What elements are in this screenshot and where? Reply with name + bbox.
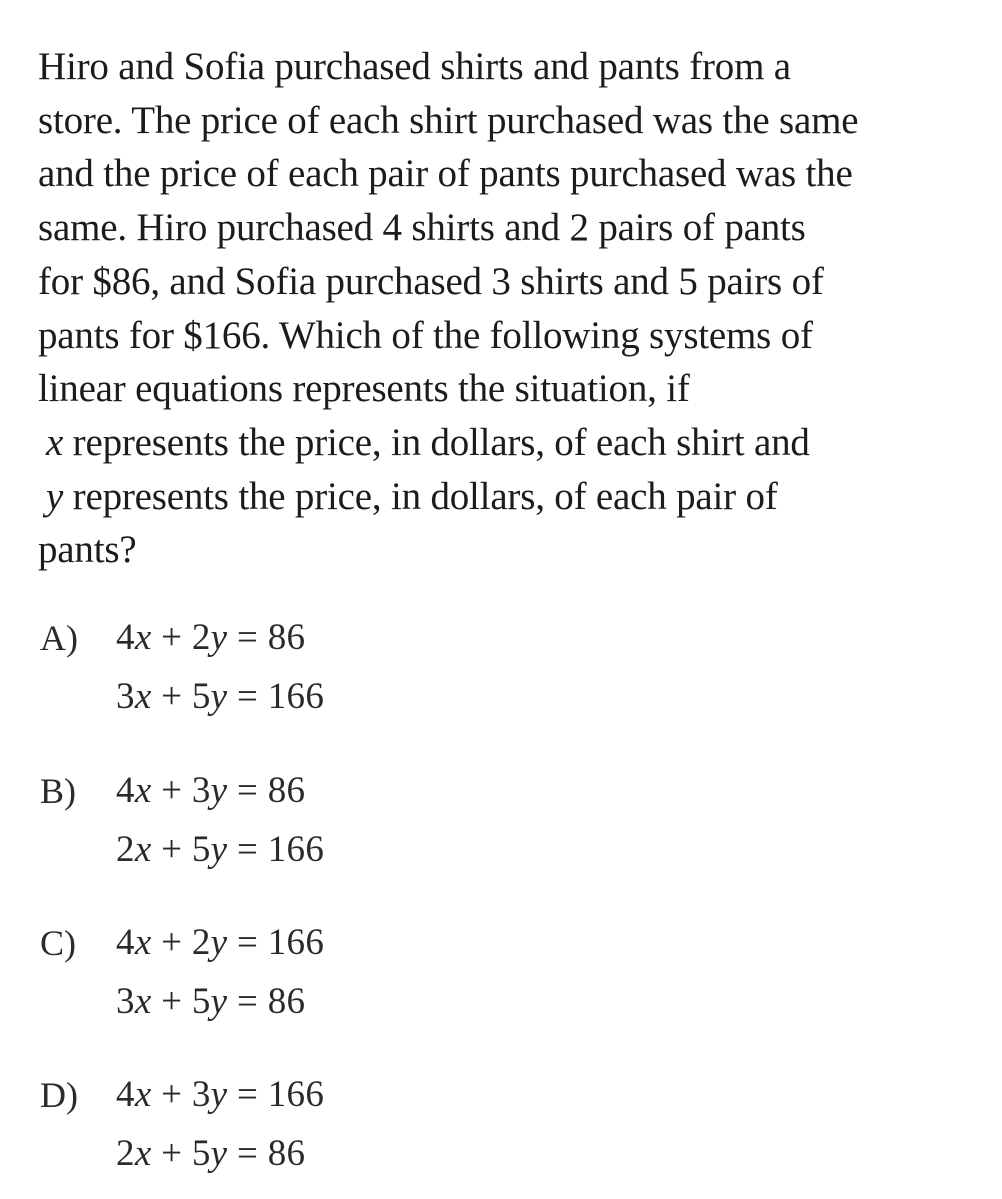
choice-letter: A): [40, 618, 78, 658]
equation: 4x + 2y = 86: [116, 617, 306, 658]
equation: 4x + 2y = 166: [116, 922, 325, 963]
choice-a[interactable]: [38, 612, 638, 742]
question-line: and the price of each pair of pants purchased was the: [38, 152, 853, 196]
x-definition: represents the price, in dollars, of each shirt and: [63, 420, 810, 464]
choice-b[interactable]: [38, 765, 638, 895]
choice-d[interactable]: [38, 1069, 638, 1199]
question-line: pants for $166. Which of the following systems of: [38, 313, 813, 357]
variable-y: y: [46, 474, 64, 518]
question-line: for $86, and Sofia purchased 3 shirts and 5 pairs of: [38, 259, 824, 303]
equation: 3x + 5y = 166: [116, 676, 325, 717]
equation: 4x + 3y = 166: [116, 1074, 325, 1115]
question-line: same. Hiro purchased 4 shirts and 2 pairs of pants: [38, 206, 806, 250]
question-line: Hiro and Sofia purchased shirts and pants from a: [38, 45, 791, 88]
y-definition: represents the price, in dollars, of each pair of: [63, 474, 778, 518]
choice-letter: C): [40, 923, 76, 963]
equation: 2x + 5y = 166: [116, 829, 325, 870]
equation: 2x + 5y = 86: [116, 1133, 306, 1174]
equation: 4x + 3y = 86: [116, 770, 306, 811]
question-line: pants?: [38, 528, 137, 572]
choice-letter: D): [40, 1075, 78, 1115]
choice-letter: B): [40, 771, 76, 811]
variable-x: x: [46, 420, 64, 464]
question-line: linear equations represents the situation, if: [38, 367, 690, 411]
equation: 3x + 5y = 86: [116, 981, 306, 1022]
question-text: [38, 40, 978, 577]
question-line: store. The price of each shirt purchased was the same: [38, 98, 859, 142]
question-line-y: [38, 470, 978, 524]
question-line-x: [38, 416, 978, 470]
choice-c[interactable]: [38, 917, 638, 1047]
